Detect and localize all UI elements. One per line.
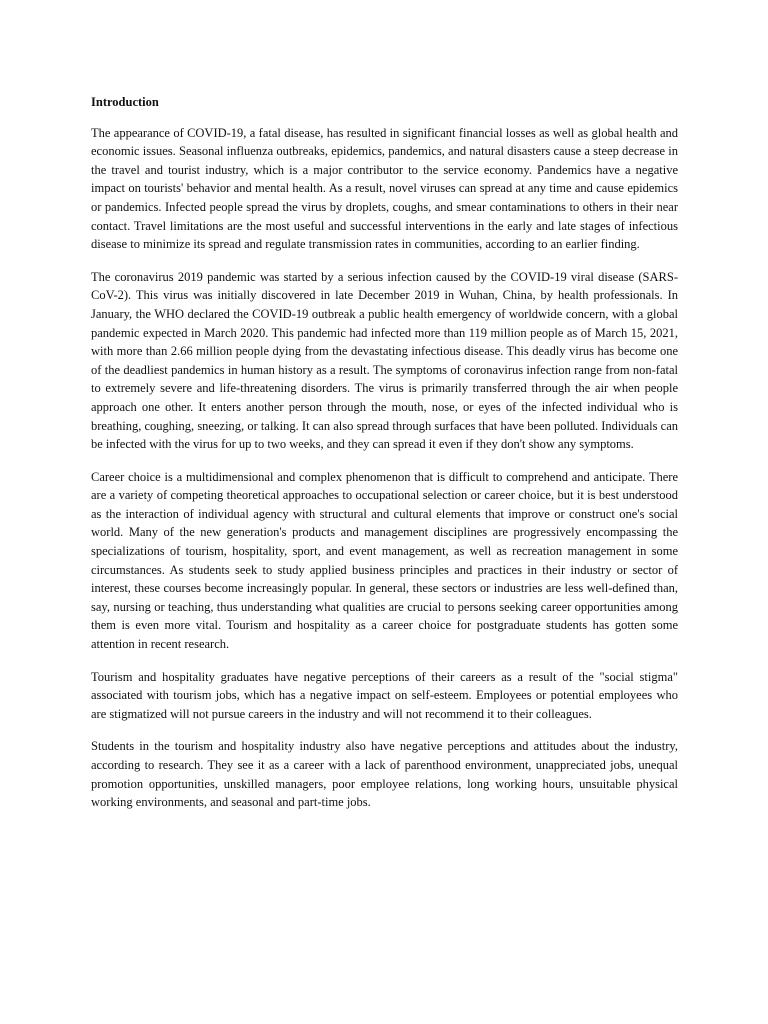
paragraph-social-stigma: Tourism and hospitality graduates have negative perceptions of their careers as a result of the "social stigma" associated with tourism jobs, which has a negative impact on self-esteem. Employees or potential employees who are stigmatized will not pursue careers in the industry and will not recommend it to their colleagues. <box>91 669 678 721</box>
section-heading: Introduction <box>91 95 159 109</box>
document-page <box>91 93 678 826</box>
paragraph-covid-impact: The appearance of COVID-19, a fatal disease, has resulted in significant financial losses as well as global health and economic issues. Seasonal influenza outbreaks, epidemics, pandemics, and natural disasters cause a steep decrease in the travel and tourist industry, which is a major contributor to the service economy. Pandemics have a negative impact on tourists' behavior and mental health. As a result, novel viruses can spread at any time and cause epidemics or pandemics. Infected people spread the virus by droplets, coughs, and smear contaminations to others in their near contact. Travel limitations are the most useful and successful interventions in the early and late stages of infectious disease to minimize its spread and regulate transmission rates in communities, according to an earlier finding. <box>91 125 678 252</box>
paragraph-student-perceptions: Students in the tourism and hospitality industry also have negative perceptions and attitudes about the industry, according to research. They see it as a career with a lack of parenthood environment, unappreciated jobs, unequal promotion opportunities, unskilled managers, poor employee relations, long working hours, unsuitable physical working environments, and seasonal and part-time jobs. <box>91 739 678 810</box>
paragraph-pandemic-origin: The coronavirus 2019 pandemic was started by a serious infection caused by the COVID-19 viral disease (SARS-CoV-2). This virus was initially discovered in late December 2019 in Wuhan, China, by health professionals. In January, the WHO declared the COVID-19 outbreak a public health emergency of worldwide concern, with a global pandemic expected in March 2020. This pandemic had infected more than 119 million people as of March 15, 2021, with more than 2.66 million people dying from the devastating infectious disease. This deadly virus has become one of the deadliest pandemics in human history as a result. The symptoms of coronavirus infection range from non-fatal to extremely severe and life-threatening disorders. The virus is primarily transferred through the air when people approach one other. It enters another person through the mouth, nose, or eyes of the infected individual who is breathing, coughing, sneezing, or talking. It can also spread through surfaces that have been polluted. Individuals can be infected with the virus for up to two weeks, and they can spread it even if they don't show any symptoms. <box>91 269 678 452</box>
paragraph-career-choice: Career choice is a multidimensional and complex phenomenon that is difficult to comprehend and anticipate. There are a variety of competing theoretical approaches to occupational selection or career choice, but it is best understood as the interaction of individual agency with structural and cultural elements that improve or construct one's social world. Many of the new generation's products and management disciplines are progressively encompassing the specializations of tourism, hospitality, sport, and event management, as well as recreation management in some circumstances. As students seek to study applied business principles and practices in their industry or sector of interest, these courses become increasingly popular. In general, these sectors or industries are less well-defined than, say, nursing or teaching, thus understanding what qualities are crucial to persons seeking career opportunities among them is even more vital. Tourism and hospitality as a career choice for postgraduate students has gotten some attention in recent research. <box>91 469 678 652</box>
